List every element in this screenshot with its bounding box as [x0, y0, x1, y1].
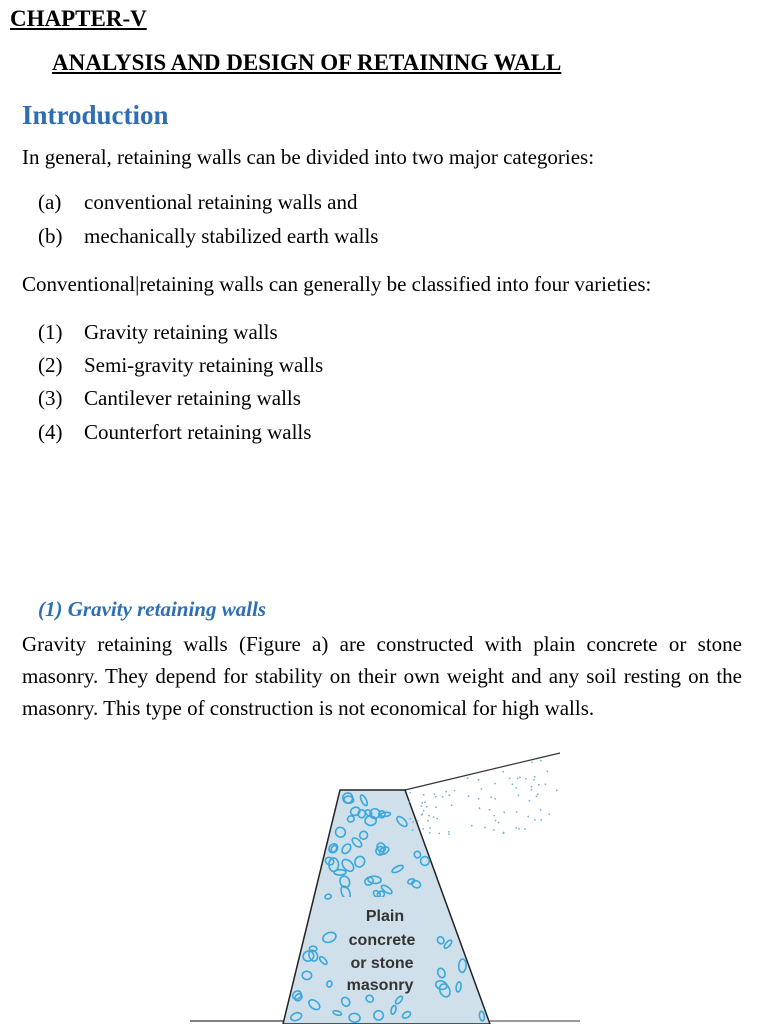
soil-dot [424, 801, 426, 803]
list-marker: (a) [38, 190, 62, 214]
gravity-wall-figure [180, 745, 600, 1024]
soil-dot [498, 822, 500, 824]
gravity-wall-subheading: (1) Gravity retaining walls [38, 597, 267, 621]
soil-dot [408, 801, 410, 803]
figure-label-line-1: Plain [365, 908, 405, 925]
soil-dot [531, 762, 533, 764]
soil-dot [509, 777, 511, 779]
soil-dot [478, 798, 480, 800]
soil-dot [451, 804, 453, 806]
soil-dot [428, 815, 430, 817]
list-item-text: conventional retaining walls and [84, 190, 358, 214]
soil-dot [519, 777, 521, 779]
list-item-text: Gravity retaining walls [84, 320, 278, 344]
soil-dot [454, 790, 456, 792]
soil-dot [468, 795, 470, 797]
soil-dot [516, 811, 518, 813]
figure-label-line-4: masonry [346, 977, 414, 994]
soil-dot [484, 827, 486, 829]
soil-dot [433, 816, 435, 818]
figure-label-line-2: concrete [348, 932, 416, 949]
list-marker: (2) [38, 353, 63, 377]
intro-text: In general, retaining walls can be divided into two major categories: [22, 145, 595, 169]
soil-dot [512, 783, 514, 785]
variety-item [38, 386, 301, 411]
backfill-region [405, 753, 560, 835]
soil-dot [478, 779, 480, 781]
list-marker: (4) [38, 420, 63, 444]
soil-dot [547, 771, 549, 773]
soil-dot [549, 813, 551, 815]
soil-dot [423, 794, 425, 796]
soil-dot [518, 795, 520, 797]
soil-dot [534, 776, 536, 778]
list-item-text: Cantilever retaining walls [84, 386, 301, 410]
category-item [38, 224, 378, 249]
soil-dot [531, 786, 533, 788]
chapter-title: ANALYSIS AND DESIGN OF RETAINING WALL [52, 50, 562, 75]
soil-dot [421, 814, 423, 816]
soil-dot [490, 796, 492, 798]
variety-item [38, 320, 278, 345]
soil-dot [533, 779, 535, 781]
variety-item [38, 420, 311, 445]
soil-dot [540, 760, 542, 762]
soil-dot [527, 816, 529, 818]
soil-dot [448, 833, 450, 835]
backfill-soil [405, 753, 560, 835]
soil-dot [493, 829, 495, 831]
gravity-wall-paragraph: Gravity retaining walls (Figure a) are constructed with plain concrete or stone masonry. They depend for stability on their own weight and any soil resting on the masonry. This type of construction is not economical for high walls. [22, 632, 742, 720]
soil-dot [518, 828, 520, 830]
soil-dot [409, 818, 411, 820]
variety-item [38, 353, 323, 378]
soil-dot [409, 792, 411, 794]
soil-dot [445, 791, 447, 793]
soil-dot [442, 796, 444, 798]
soil-dot [448, 794, 450, 796]
soil-dot [556, 789, 558, 791]
soil-dot [538, 784, 540, 786]
list-item-text: Semi-gravity retaining walls [84, 353, 324, 377]
soil-dot [412, 821, 414, 823]
list-item-text: Counterfort retaining walls [84, 420, 312, 444]
list-marker: (3) [38, 386, 63, 410]
category-item [38, 190, 358, 215]
soil-dot [422, 828, 424, 830]
soil-dot [421, 802, 423, 804]
soil-dot [503, 811, 505, 813]
list-item-text: mechanically stabilized earth walls [84, 224, 379, 248]
soil-dot [417, 820, 419, 822]
figure-label-line-3: or stone [350, 955, 414, 972]
soil-dot [494, 783, 496, 785]
soil-dot [429, 832, 431, 834]
soil-dot [503, 832, 505, 834]
soil-dot [495, 820, 497, 822]
soil-dot [537, 793, 539, 795]
soil-dot [479, 807, 481, 809]
soil-dot [435, 806, 437, 808]
soil-dot [493, 815, 495, 817]
soil-dot [502, 771, 504, 773]
soil-dot [471, 825, 473, 827]
soil-dot [436, 818, 438, 820]
soil-dot [534, 819, 536, 821]
chapter-heading: CHAPTER-V [10, 6, 147, 31]
soil-dot [540, 809, 542, 811]
soil-dot [545, 783, 547, 785]
soil-dot [540, 819, 542, 821]
soil-dot [426, 806, 428, 808]
soil-dot [423, 810, 425, 812]
soil-dot [480, 788, 482, 790]
soil-dot [517, 778, 519, 780]
soil-dot [421, 805, 423, 807]
soil-dot [412, 829, 414, 831]
soil-dot [448, 831, 450, 833]
soil-dot [494, 798, 496, 800]
list-marker: (b) [38, 224, 63, 248]
soil-dot [434, 793, 436, 795]
soil-dot [467, 777, 469, 779]
soil-dot [524, 828, 526, 830]
soil-dot [438, 833, 440, 835]
soil-dot [529, 800, 531, 802]
soil-dot [435, 796, 437, 798]
soil-dot [531, 789, 533, 791]
intro-heading: Introduction [22, 100, 169, 130]
list-marker: (1) [38, 320, 63, 344]
soil-dot [427, 820, 429, 822]
soil-dot [515, 787, 517, 789]
soil-dot [489, 809, 491, 811]
soil-dot [515, 827, 517, 829]
soil-dot [525, 778, 527, 780]
soil-dot [536, 796, 538, 798]
soil-dot [429, 827, 431, 829]
classification-text: Conventional|retaining walls can generally be classified into four varieties: [22, 272, 652, 296]
